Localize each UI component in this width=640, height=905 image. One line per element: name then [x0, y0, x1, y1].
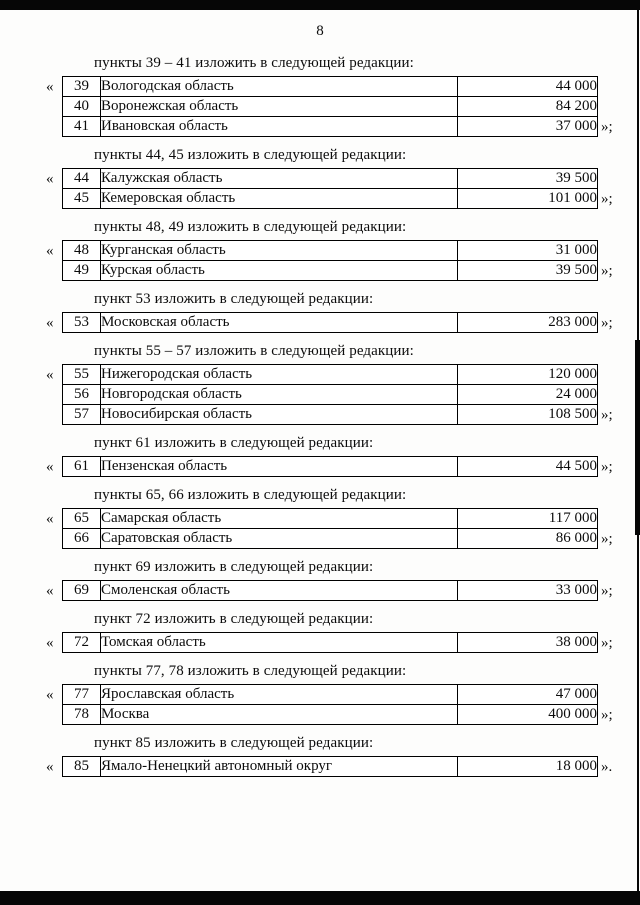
- close-quote: »;: [601, 119, 613, 135]
- open-quote: «: [46, 759, 54, 775]
- row-value-cell: 31 000: [458, 241, 598, 261]
- row-value-cell: 39 500: [458, 169, 598, 189]
- row-value-cell: 44 000: [458, 77, 598, 97]
- section-heading: пункт 69 изложить в следующей редакции:: [94, 559, 374, 575]
- row-number-cell: 39: [63, 77, 101, 97]
- table-row: [63, 633, 598, 653]
- section-heading: пункты 48, 49 изложить в следующей редакции:: [94, 219, 407, 235]
- table-block: [46, 756, 640, 777]
- row-value-cell: 117 000: [458, 509, 598, 529]
- table-row: [63, 97, 598, 117]
- row-number-cell: 45: [63, 189, 101, 209]
- row-number-cell: 85: [63, 757, 101, 777]
- close-quote: »;: [601, 531, 613, 547]
- row-number-cell: 69: [63, 581, 101, 601]
- row-value-cell: 44 500: [458, 457, 598, 477]
- table-block: [46, 240, 640, 281]
- sections: [0, 55, 640, 777]
- amendment-section: [0, 487, 640, 549]
- table-row: [63, 241, 598, 261]
- regions-table: [62, 240, 598, 281]
- row-region-cell: Томская область: [101, 633, 458, 653]
- regions-table: [62, 632, 598, 653]
- row-value-cell: 39 500: [458, 261, 598, 281]
- row-number-cell: 41: [63, 117, 101, 137]
- row-value-cell: 33 000: [458, 581, 598, 601]
- row-region-cell: Московская область: [101, 313, 458, 333]
- table-block: [46, 168, 640, 209]
- scan-artifact-bottom-edge: [0, 891, 640, 905]
- amendment-section: [0, 55, 640, 137]
- section-heading: пункты 65, 66 изложить в следующей редакции:: [94, 487, 407, 503]
- row-value-cell: 86 000: [458, 529, 598, 549]
- row-value-cell: 18 000: [458, 757, 598, 777]
- table-row: [63, 705, 598, 725]
- row-region-cell: Нижегородская область: [101, 365, 458, 385]
- page-content: [0, 22, 640, 787]
- open-quote: «: [46, 635, 54, 651]
- row-value-cell: 120 000: [458, 365, 598, 385]
- row-region-cell: Курская область: [101, 261, 458, 281]
- open-quote: «: [46, 583, 54, 599]
- amendment-section: [0, 663, 640, 725]
- row-number-cell: 65: [63, 509, 101, 529]
- amendment-section: [0, 343, 640, 425]
- table-row: [63, 117, 598, 137]
- regions-table: [62, 756, 598, 777]
- amendment-section: [0, 291, 640, 333]
- row-region-cell: Москва: [101, 705, 458, 725]
- amendment-section: [0, 219, 640, 281]
- close-quote: »;: [601, 315, 613, 331]
- table-row: [63, 685, 598, 705]
- regions-table: [62, 684, 598, 725]
- regions-table: [62, 312, 598, 333]
- open-quote: «: [46, 459, 54, 475]
- table-row: [63, 77, 598, 97]
- row-region-cell: Кемеровская область: [101, 189, 458, 209]
- row-value-cell: 47 000: [458, 685, 598, 705]
- table-row: [63, 457, 598, 477]
- row-number-cell: 72: [63, 633, 101, 653]
- table-block: [46, 312, 640, 333]
- regions-table: [62, 364, 598, 425]
- row-region-cell: Ярославская область: [101, 685, 458, 705]
- section-heading: пункт 85 изложить в следующей редакции:: [94, 735, 374, 751]
- table-row: [63, 405, 598, 425]
- row-value-cell: 108 500: [458, 405, 598, 425]
- page-number: 8: [316, 23, 324, 39]
- open-quote: «: [46, 315, 54, 331]
- open-quote: «: [46, 367, 54, 383]
- open-quote: «: [46, 171, 54, 187]
- close-quote: »;: [601, 459, 613, 475]
- regions-table: [62, 508, 598, 549]
- open-quote: «: [46, 511, 54, 527]
- row-value-cell: 400 000: [458, 705, 598, 725]
- row-number-cell: 66: [63, 529, 101, 549]
- row-region-cell: Саратовская область: [101, 529, 458, 549]
- close-quote: »;: [601, 707, 613, 723]
- table-row: [63, 261, 598, 281]
- section-heading: пункты 44, 45 изложить в следующей редакции:: [94, 147, 407, 163]
- row-number-cell: 56: [63, 385, 101, 405]
- amendment-section: [0, 559, 640, 601]
- regions-table: [62, 456, 598, 477]
- row-value-cell: 283 000: [458, 313, 598, 333]
- close-quote: »;: [601, 635, 613, 651]
- section-heading: пункт 53 изложить в следующей редакции:: [94, 291, 374, 307]
- section-heading: пункт 72 изложить в следующей редакции:: [94, 611, 374, 627]
- row-number-cell: 53: [63, 313, 101, 333]
- row-region-cell: Ямало-Ненецкий автономный округ: [101, 757, 458, 777]
- row-region-cell: Ивановская область: [101, 117, 458, 137]
- close-quote: »;: [601, 583, 613, 599]
- table-row: [63, 509, 598, 529]
- table-block: [46, 456, 640, 477]
- table-row: [63, 581, 598, 601]
- close-quote: »;: [601, 191, 613, 207]
- regions-table: [62, 76, 598, 137]
- table-row: [63, 189, 598, 209]
- open-quote: «: [46, 243, 54, 259]
- close-quote: »;: [601, 407, 613, 423]
- table-block: [46, 632, 640, 653]
- row-number-cell: 49: [63, 261, 101, 281]
- row-number-cell: 78: [63, 705, 101, 725]
- row-value-cell: 101 000: [458, 189, 598, 209]
- row-number-cell: 44: [63, 169, 101, 189]
- table-row: [63, 313, 598, 333]
- amendment-section: [0, 611, 640, 653]
- open-quote: «: [46, 687, 54, 703]
- row-region-cell: Курганская область: [101, 241, 458, 261]
- row-region-cell: Калужская область: [101, 169, 458, 189]
- row-region-cell: Новгородская область: [101, 385, 458, 405]
- amendment-section: [0, 435, 640, 477]
- row-region-cell: Смоленская область: [101, 581, 458, 601]
- table-block: [46, 76, 640, 137]
- amendment-section: [0, 735, 640, 777]
- row-value-cell: 38 000: [458, 633, 598, 653]
- table-block: [46, 580, 640, 601]
- row-value-cell: 37 000: [458, 117, 598, 137]
- row-value-cell: 84 200: [458, 97, 598, 117]
- scan-artifact-top-edge: [0, 0, 640, 10]
- row-region-cell: Пензенская область: [101, 457, 458, 477]
- table-row: [63, 365, 598, 385]
- regions-table: [62, 580, 598, 601]
- row-number-cell: 57: [63, 405, 101, 425]
- section-heading: пункт 61 изложить в следующей редакции:: [94, 435, 374, 451]
- row-number-cell: 40: [63, 97, 101, 117]
- table-block: [46, 684, 640, 725]
- table-row: [63, 385, 598, 405]
- table-row: [63, 169, 598, 189]
- row-region-cell: Самарская область: [101, 509, 458, 529]
- row-number-cell: 61: [63, 457, 101, 477]
- section-heading: пункты 55 – 57 изложить в следующей редакции:: [94, 343, 414, 359]
- row-number-cell: 55: [63, 365, 101, 385]
- close-quote: ».: [601, 759, 613, 775]
- row-region-cell: Воронежская область: [101, 97, 458, 117]
- open-quote: «: [46, 79, 54, 95]
- table-row: [63, 757, 598, 777]
- close-quote: »;: [601, 263, 613, 279]
- regions-table: [62, 168, 598, 209]
- row-number-cell: 77: [63, 685, 101, 705]
- amendment-section: [0, 147, 640, 209]
- table-row: [63, 529, 598, 549]
- row-number-cell: 48: [63, 241, 101, 261]
- table-block: [46, 364, 640, 425]
- section-heading: пункты 77, 78 изложить в следующей редакции:: [94, 663, 407, 679]
- section-heading: пункты 39 – 41 изложить в следующей редакции:: [94, 55, 414, 71]
- row-region-cell: Новосибирская область: [101, 405, 458, 425]
- row-value-cell: 24 000: [458, 385, 598, 405]
- table-block: [46, 508, 640, 549]
- row-region-cell: Вологодская область: [101, 77, 458, 97]
